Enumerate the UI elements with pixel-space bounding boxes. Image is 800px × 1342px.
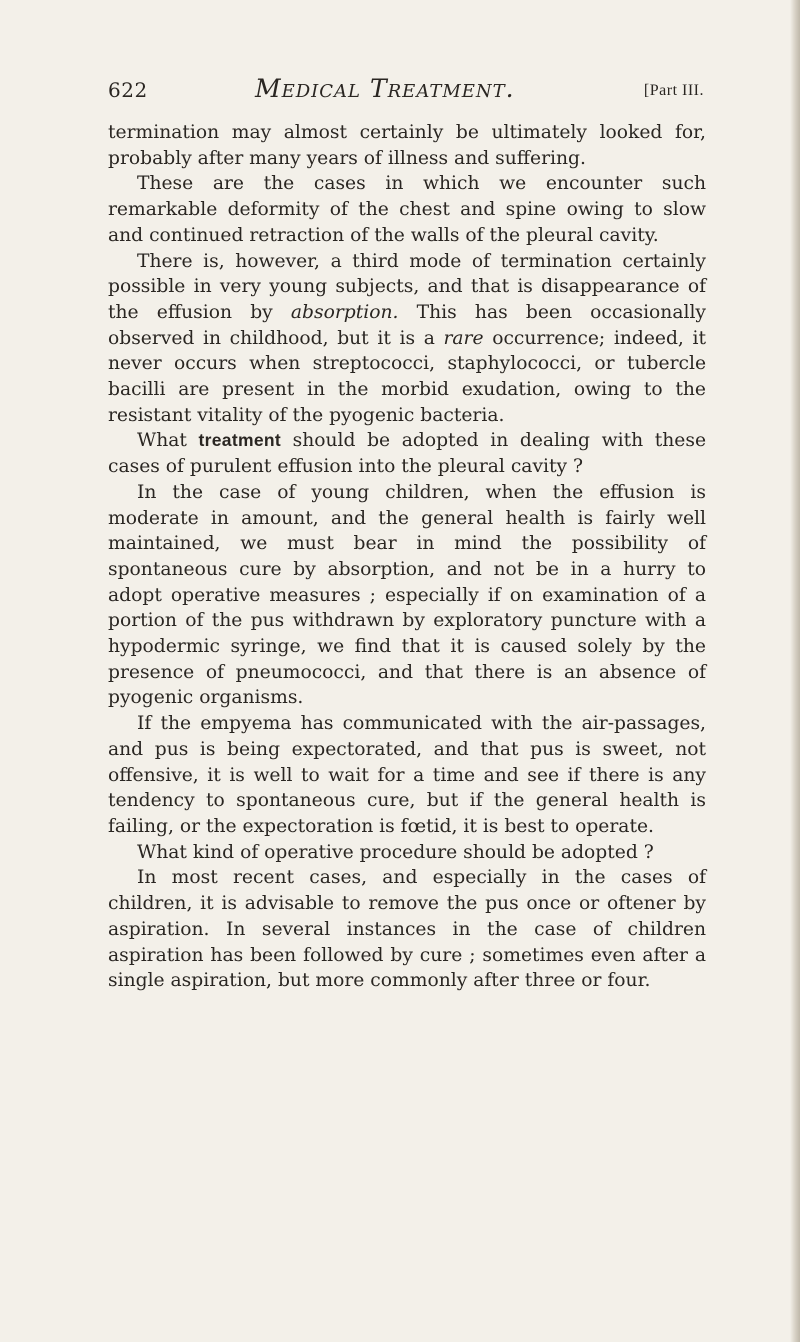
paragraph-treatment-question [108,428,706,479]
paragraph-aspiration: In most recent cases, and especially in the cases of children, it is advisable to remove the pus once or oftener by aspiration. In several instances in the case of children aspiration has been followed by cure ; sometimes even after a single aspiration, but more commonly after three or four. [108,867,706,992]
page-header [108,74,706,114]
bold-term: treatment [198,430,281,451]
text-run: occurrence; indeed, it never occurs when streptococci, staphylococci, or tubercle bacilli are present in the morbid exudation, owing to the resistant vitality of the pyogenic bacteria. [108,327,706,426]
text-run: What [137,430,199,452]
book-page [108,74,706,994]
paragraph-young-children: In the case of young children, when the effusion is moderate in amount, and the general health is fairly well maintained, we must bear in mind the possibility of spontaneous cure by absorption, and not be in a hurry to adopt operative measures ; especially if on examination of a portion of the pus withdrawn by exploratory puncture with a hypodermic syringe, we find that it is caused solely by the presence of pneumococci, and that there is an absence of pyogenic organisms. [108,481,706,709]
italic-term: absorption. [290,301,399,323]
page-edge-shadow [790,0,800,1342]
italic-term: rare [443,327,484,349]
running-title: Medical Treatment. [255,74,515,103]
text-run: This has been occasionally observed in childhood, but it is a [108,301,706,349]
paragraph-procedure-question: What kind of operative procedure should be adopted ? [137,841,654,863]
paragraph-continuation: termination may almost certainly be ultimately looked for, probably after many years of illness and suffering. [108,122,706,169]
text-run: There is, however, a third mode of termination certainly possible in very young subjects, and that is disappearance of the effusion by [108,250,706,323]
body-text [108,120,706,994]
page-number: 622 [108,78,148,102]
text-run: should be adopted in dealing with these cases of purulent effusion into the pleural cavity ? [108,430,706,478]
paragraph-empyema: If the empyema has communicated with the air-passages, and pus is being expectorated, and that pus is sweet, not offensive, it is well to wait for a time and see if there is any tendency to spontaneous cure, but if the general health is failing, or the expectoration is fœtid, it is best to operate. [108,713,706,837]
paragraph-absorption [108,249,706,429]
paragraph-deformity: These are the cases in which we encounter such remarkable deformity of the chest and spine owing to slow and continued retraction of the walls of the pleural cavity. [108,173,706,246]
part-label: [Part III. [643,82,704,99]
